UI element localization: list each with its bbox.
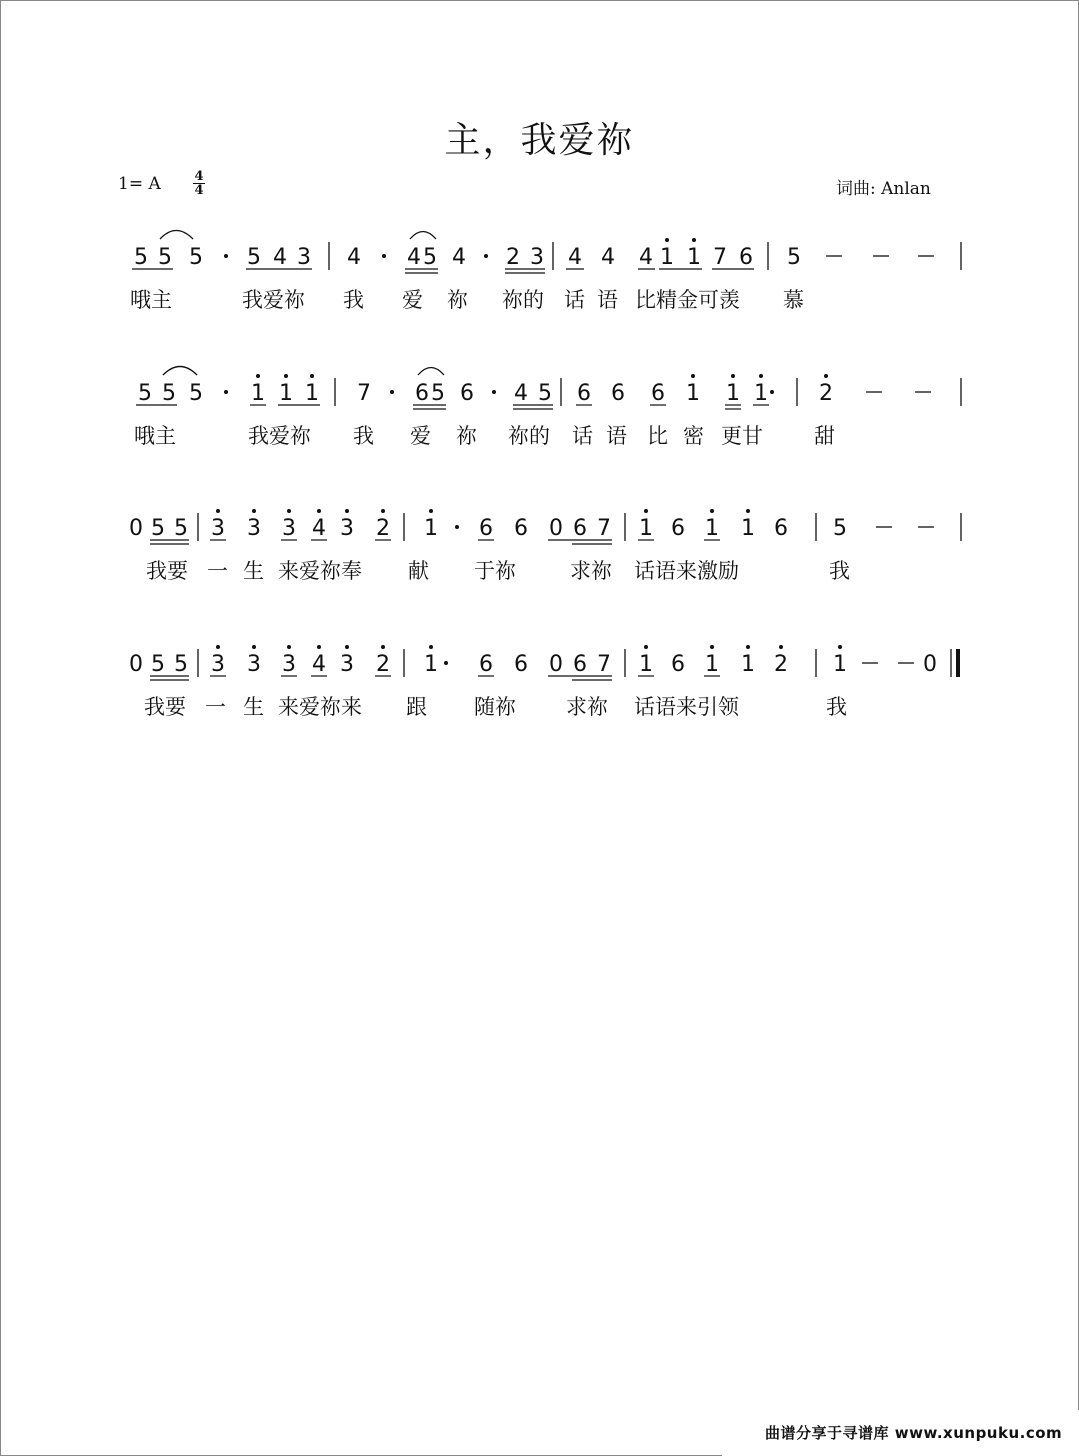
lyric: 献 [408,559,429,583]
svg-text:4: 4 [452,245,466,270]
lyric: 求祢 [566,695,608,719]
lyric: 我爱祢 [242,288,305,312]
lyric: 祢 [447,288,468,312]
lyric: 来爱祢奉 [278,559,362,583]
svg-text:5: 5 [138,381,152,406]
svg-text:2: 2 [376,652,390,677]
svg-text:6: 6 [479,516,493,541]
lyric: 哦主 [134,424,176,448]
svg-text:3: 3 [340,652,354,677]
svg-text:5: 5 [538,381,552,406]
svg-text:1: 1 [687,245,701,270]
lyric: 祢的 [502,288,544,312]
time-signature-top: 4 [194,169,204,184]
lyric: 我爱祢 [248,424,311,448]
svg-text:5: 5 [833,516,847,541]
svg-text:5: 5 [431,381,445,406]
lyric: 话 [572,424,593,448]
svg-text:7: 7 [357,381,371,406]
notation-line-3 [129,509,961,544]
svg-text:6: 6 [573,516,587,541]
svg-text:2: 2 [819,381,833,406]
svg-text:1: 1 [741,652,755,677]
lyric: 跟 [406,695,427,719]
lyric: 我要 [146,559,188,583]
notation-line-1 [132,231,961,274]
svg-text:4: 4 [312,516,326,541]
svg-text:6: 6 [415,381,429,406]
lyric: 话语来引领 [634,695,739,719]
svg-text:4: 4 [514,381,528,406]
lyric: 哦主 [130,288,172,312]
svg-text:1: 1 [754,381,768,406]
svg-text:5: 5 [174,652,188,677]
song-title: 主，我爱祢 [444,120,635,161]
svg-text:1: 1 [251,381,265,406]
lyric: 密 [683,424,704,448]
svg-text:3: 3 [340,516,354,541]
svg-text:6: 6 [611,381,625,406]
lyric: 话 [564,288,585,312]
svg-text:1: 1 [705,652,719,677]
notation-line-2 [136,367,961,410]
svg-text:1: 1 [741,516,755,541]
svg-text:5: 5 [134,245,148,270]
svg-text:5: 5 [423,245,437,270]
lyric: 话语来激励 [634,559,739,583]
lyric: 我要 [144,695,186,719]
svg-text:0: 0 [549,652,563,677]
lyric: 一 [205,695,226,719]
notation-line-4 [129,645,960,680]
svg-text:6: 6 [479,652,493,677]
svg-text:3: 3 [297,245,311,270]
lyric: 求祢 [570,559,612,583]
svg-text:3: 3 [282,652,296,677]
footer-watermark [722,1410,1079,1456]
svg-text:5: 5 [247,245,261,270]
lyric: 随祢 [474,695,516,719]
svg-text:6: 6 [774,516,788,541]
lyric: 我 [829,559,850,583]
svg-text:4: 4 [639,245,653,270]
svg-text:3: 3 [530,245,544,270]
svg-text:3: 3 [282,516,296,541]
svg-text:0: 0 [129,516,143,541]
svg-text:5: 5 [174,516,188,541]
lyric: 于祢 [474,559,516,583]
svg-text:1: 1 [705,516,719,541]
svg-text:6: 6 [514,516,528,541]
svg-text:3: 3 [247,652,261,677]
svg-text:2: 2 [774,652,788,677]
lyric: 我 [826,695,847,719]
svg-text:3: 3 [211,652,225,677]
svg-text:6: 6 [573,652,587,677]
lyric: 生 [243,559,264,583]
svg-text:4: 4 [568,245,582,270]
svg-text:6: 6 [651,381,665,406]
svg-text:2: 2 [506,245,520,270]
svg-text:3: 3 [211,516,225,541]
lyric: 一 [207,559,228,583]
lyric: 我 [353,424,374,448]
svg-text:6: 6 [739,245,753,270]
svg-text:4: 4 [347,245,361,270]
composer-credit: 词曲: Anlan [836,179,931,199]
lyric: 比 [647,424,668,448]
lyric: 语 [597,288,618,312]
key-signature: 1= A [118,174,161,194]
svg-text:7: 7 [713,245,727,270]
svg-text:2: 2 [376,516,390,541]
svg-text:1: 1 [686,381,700,406]
lyric: 我 [343,288,364,312]
lyric: 祢 [456,424,477,448]
lyric: 比精金可羡 [635,288,740,312]
svg-text:0: 0 [549,516,563,541]
svg-text:6: 6 [514,652,528,677]
svg-text:1: 1 [424,516,438,541]
svg-text:5: 5 [151,516,165,541]
svg-text:4: 4 [312,652,326,677]
svg-text:0: 0 [923,652,937,677]
svg-text:6: 6 [671,652,685,677]
svg-text:1: 1 [660,245,674,270]
svg-text:3: 3 [247,516,261,541]
lyric: 更甘 [721,424,763,448]
svg-text:1: 1 [639,652,653,677]
svg-text:4: 4 [601,245,615,270]
svg-text:5: 5 [787,245,801,270]
svg-text:1: 1 [305,381,319,406]
lyric: 爱 [410,424,431,448]
svg-text:1: 1 [726,381,740,406]
lyric: 祢的 [508,424,550,448]
lyric: 生 [243,695,264,719]
svg-text:5: 5 [189,381,203,406]
svg-text:1: 1 [279,381,293,406]
svg-text:7: 7 [597,516,611,541]
svg-text:5: 5 [158,245,172,270]
svg-text:5: 5 [189,245,203,270]
lyric: 爱 [402,288,423,312]
svg-text:1: 1 [833,652,847,677]
svg-text:5: 5 [151,652,165,677]
svg-text:0: 0 [129,652,143,677]
lyric: 语 [606,424,627,448]
svg-text:6: 6 [460,381,474,406]
svg-text:7: 7 [597,652,611,677]
svg-text:1: 1 [639,516,653,541]
lyric: 来爱祢来 [278,695,362,719]
svg-text:6: 6 [671,516,685,541]
lyric: 甜 [814,424,835,448]
footer-text: 曲谱分享于寻谱库 www.xunpuku.com [765,1424,1063,1442]
lyric: 慕 [783,288,804,312]
svg-text:4: 4 [273,245,287,270]
svg-text:5: 5 [162,381,176,406]
time-signature-bottom: 4 [194,183,204,198]
svg-text:4: 4 [407,245,421,270]
svg-text:1: 1 [424,652,438,677]
svg-text:6: 6 [577,381,591,406]
